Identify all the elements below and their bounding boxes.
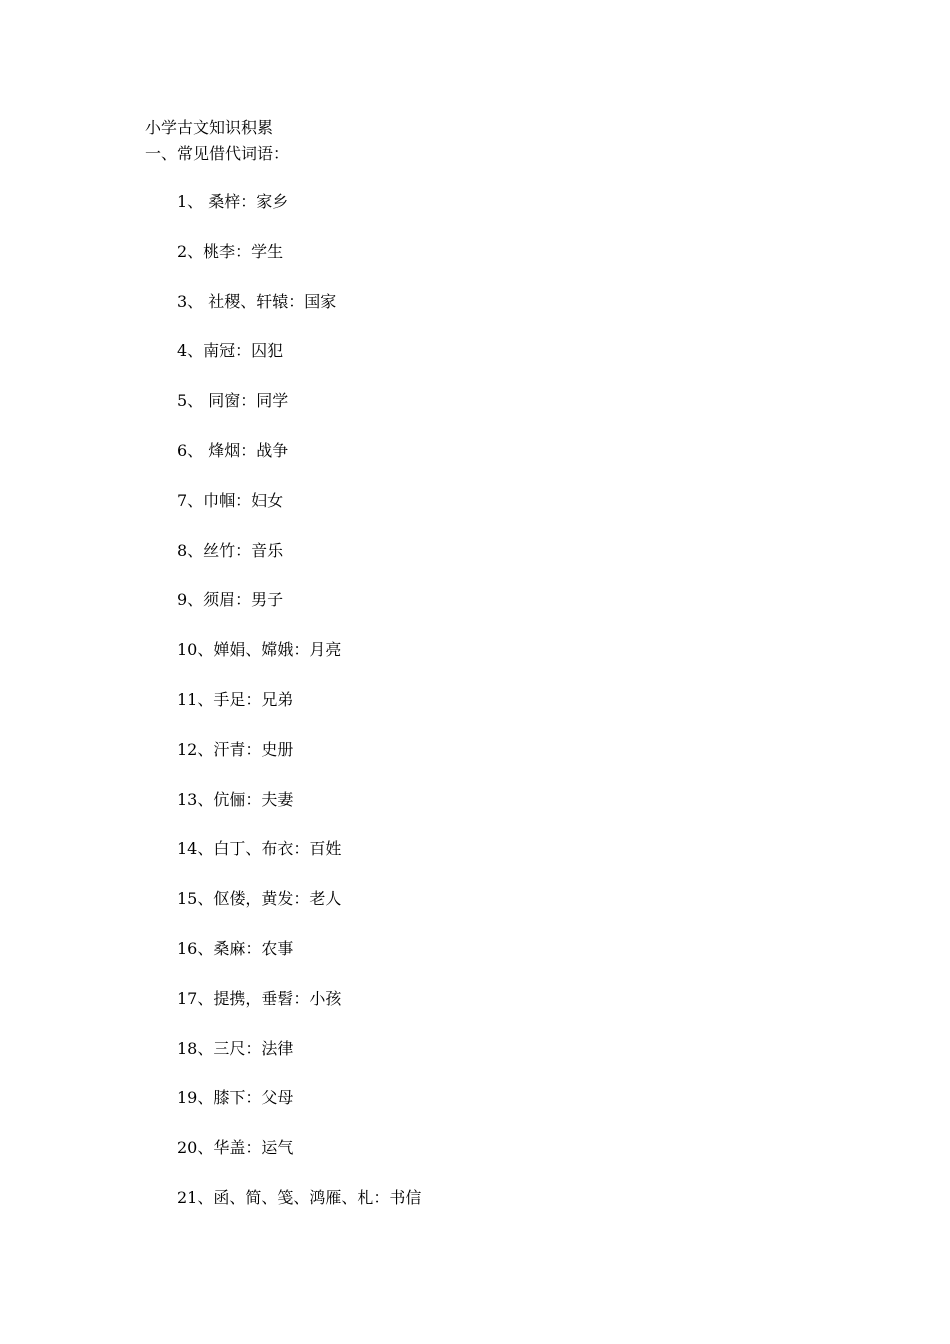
list-item: 17、提携，垂髫：小孩 — [177, 988, 342, 1008]
list-item: 3、 社稷、轩辕：国家 — [177, 291, 337, 311]
list-item: 21、函、简、笺、鸿雁、札：书信 — [177, 1187, 422, 1207]
list-item: 7、巾帼：妇女 — [177, 490, 284, 510]
list-item: 15、伛偻，黄发：老人 — [177, 889, 342, 909]
list-item: 14、白丁、布衣：百姓 — [177, 839, 342, 859]
list-item: 8、丝竹：音乐 — [177, 540, 284, 560]
list-item: 12、汗青：史册 — [177, 739, 294, 759]
list-item: 20、华盖：运气 — [177, 1138, 294, 1158]
list-item: 9、须眉：男子 — [177, 590, 284, 610]
list-item: 19、膝下：父母 — [177, 1088, 294, 1108]
list-item: 10、婵娟、嫦娥：月亮 — [177, 640, 342, 660]
term-list — [177, 191, 421, 1237]
list-item: 13、伉俪：夫妻 — [177, 789, 294, 809]
list-item: 6、 烽烟：战争 — [177, 440, 289, 460]
list-item: 16、桑麻：农事 — [177, 938, 294, 958]
list-item: 2、桃李：学生 — [177, 241, 284, 261]
list-item: 5、 同窗：同学 — [177, 391, 289, 411]
list-item: 18、三尺：法律 — [177, 1038, 294, 1058]
list-item: 11、手足：兄弟 — [177, 689, 294, 709]
list-item: 1、 桑梓：家乡 — [177, 192, 289, 211]
document-title: 小学古文知识积累 — [145, 118, 274, 137]
list-item: 4、南冠：囚犯 — [177, 341, 284, 361]
section-heading: 一、常见借代词语： — [145, 144, 290, 163]
